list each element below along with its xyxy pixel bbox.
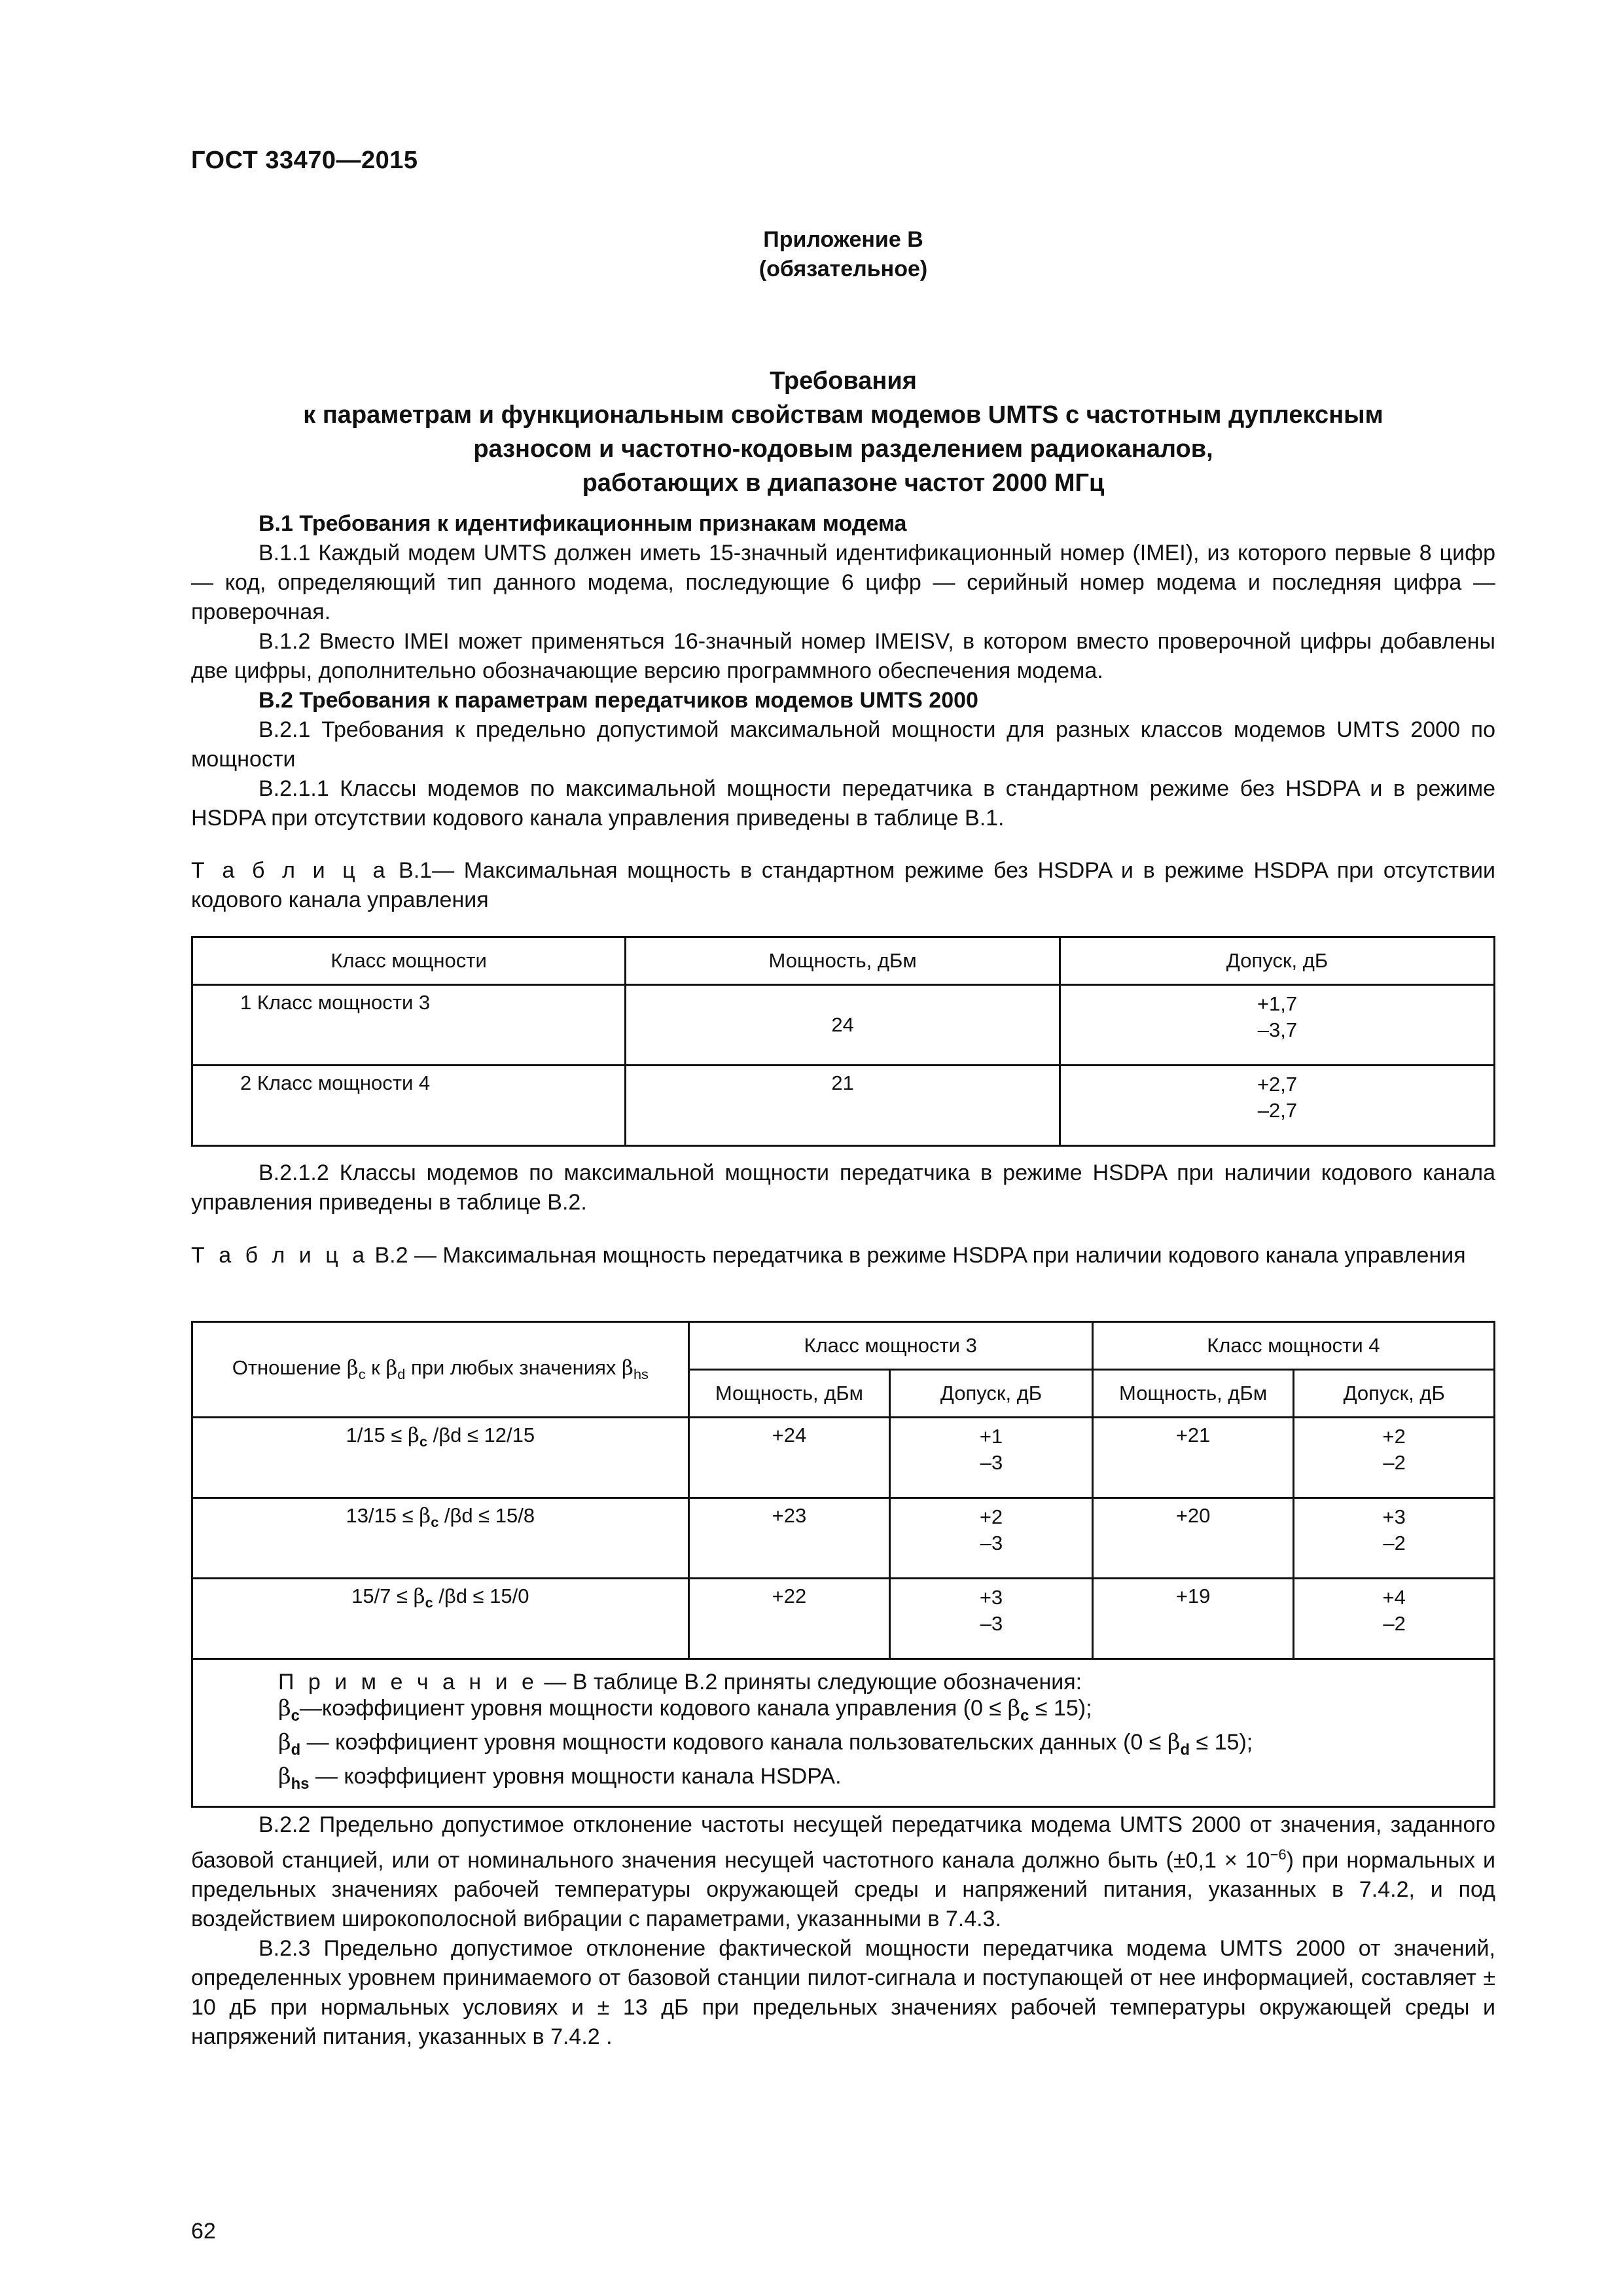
title-line-2: к параметрам и функциональным свойствам модемов UMTS с частотным дуплексным <box>303 401 1383 429</box>
table1-caption <box>191 856 1495 915</box>
table-b2-note <box>192 1659 1495 1807</box>
table-b2-tolerance-cell: +2 –3 <box>890 1498 1093 1579</box>
tolerance-values <box>1257 1071 1297 1124</box>
paragraph-b2-1: В.2.1 Требования к предельно допустимой максимальной мощности для разных классов модемов UMTS 2000 по мощности <box>191 717 1495 772</box>
table-b2-power-cell: +20 <box>1092 1498 1294 1579</box>
table-b2-power-cell: +22 <box>688 1579 890 1659</box>
tolerance-minus: –3,7 <box>1257 1018 1298 1041</box>
table-b2-header-row-1 <box>192 1322 1495 1370</box>
table-row <box>192 1498 1495 1579</box>
annex-heading <box>191 225 1495 284</box>
annex-main-title <box>191 364 1495 500</box>
table2-caption <box>191 1241 1495 1270</box>
table-b2-power-header: Мощность, дБм <box>1092 1370 1294 1418</box>
table-b2 <box>191 1321 1495 1808</box>
table-b1-header-class: Класс мощности <box>192 937 626 985</box>
table-b1-header-row <box>192 937 1495 985</box>
table-b1-tolerance-cell <box>1060 985 1495 1066</box>
table-b1-power-cell: 24 <box>626 985 1060 1066</box>
table-b1-class-cell: 1 Класс мощности 3 <box>192 985 626 1066</box>
paragraph-b2-2: В.2.2 Предельно допустимое отклонение частоты несущей передатчика модема UMTS 2000 от значения, заданного базовой станцией, или от номинального значения несущей частотного канала должно быть $(\pm 0,1 \times 10^{-6})$ при нормальных и предельных значениях рабочей температуры окружающей среды и напряжений питания, указанных в 7.4.2, и под воздействием широкополосной вибрации с параметрами, указанными в 7.4.3. <box>191 1812 1495 1932</box>
table-b2-power-header: Мощность, дБм <box>688 1370 890 1418</box>
paragraph-b1-2: В.1.2 Вместо IMEI может применяться 16-значный номер IMEISV, в котором вместо проверочной цифры добавлены две цифры, дополнительно обозначающие версию программного обеспечения модема. <box>191 629 1495 683</box>
paragraph-b2-3: В.2.3 Предельно допустимое отклонение фактической мощности передатчика модема UMTS 2000 от значений, определенных уровнем принимаемого от базовой станции пилот-сигнала и поступающей от нее информацией, составляет ± 10 дБ при нормальных условиях и ± 13 дБ при предельных значениях рабочей температуры окружающей среды и напряжений питания, указанных в 7.4.2 . <box>191 1936 1495 2050</box>
page-number: 62 <box>191 2219 216 2244</box>
table-b2-class4-header: Класс мощности 4 <box>1092 1322 1494 1370</box>
table-row <box>192 1066 1495 1146</box>
table-b2-power-cell: +23 <box>688 1498 890 1579</box>
table-b2-ratio-cell: $1/15 \le \beta_c$ /βd ≤ 12/15 <box>192 1418 689 1498</box>
table-b2-tolerance-cell: +3 –2 <box>1294 1498 1495 1579</box>
note-line-beta-hs: $\beta_{hs}$ — коэффициент уровня мощности канала HSDPA. <box>278 1763 842 1793</box>
table-b1-power-cell: 21 <box>626 1066 1060 1146</box>
tolerance-plus: +1,7 <box>1257 992 1298 1015</box>
table-b2-class3-header: Класс мощности 3 <box>688 1322 1092 1370</box>
title-line-3: разносом и частотно-кодовым разделением радиоканалов, <box>473 435 1213 463</box>
table-b2-power-cell: +19 <box>1092 1579 1294 1659</box>
table-b2-tolerance-cell: +3 –3 <box>890 1579 1093 1659</box>
table-b2-power-cell: +24 <box>688 1418 890 1498</box>
note-intro: П р и м е ч а н и е — В таблице В.2 приняты следующие обозначения: <box>278 1670 1082 1695</box>
tolerance-values <box>1257 991 1297 1043</box>
table-b2-power-cell: +21 <box>1092 1418 1294 1498</box>
note-line-beta-d: $\beta_d$ — коэффициент уровня мощности кодового канала пользовательских данных $(0 \le \beta_d \le 15)$; <box>278 1729 1253 1759</box>
table-b1-header-power: Мощность, дБм <box>626 937 1060 985</box>
section-b2-tail <box>191 1810 1495 2052</box>
table-b2-tolerance-header: Допуск, дБ <box>1294 1370 1495 1418</box>
document-id: ГОСТ 33470—2015 <box>191 147 418 174</box>
section-b1 <box>191 509 1495 833</box>
table-b2-ratio-header: Отношение $\beta_c$ к $\beta_d$ при любых значениях $\beta_{hs}$ <box>192 1322 689 1418</box>
table-row <box>192 1418 1495 1498</box>
table-b2-tolerance-cell: +2 –2 <box>1294 1418 1495 1498</box>
annex-status: (обязательное) <box>758 257 928 281</box>
title-line-4: работающих в диапазоне частот 2000 МГц <box>582 469 1105 497</box>
table-b1 <box>191 936 1495 1147</box>
table-b2-ratio-cell: $15/7 \le \beta_c$ /βd ≤ 15/0 <box>192 1579 689 1659</box>
table-row <box>192 985 1495 1066</box>
table1-label: Т а б л и ц а <box>191 858 389 883</box>
annex-title: Приложение В <box>763 227 923 252</box>
note-line-beta-c: $\beta_c—коэффициент$ уровня мощности кодового канала управления $(0 \le \beta_c \le 15)$; <box>278 1695 1092 1725</box>
tolerance-plus: +2,7 <box>1257 1073 1298 1096</box>
table-b2-tolerance-cell: +4 –2 <box>1294 1579 1495 1659</box>
table2-caption-text: В.2 — Максимальная мощность передатчика в режиме HSDPA при наличии кодового канала управления <box>374 1243 1466 1268</box>
section-b2-heading: В.2 Требования к параметрам передатчиков модемов UMTS 2000 <box>259 688 978 713</box>
table-b1-tolerance-cell <box>1060 1066 1495 1146</box>
table-b2-tolerance-cell: +1 –3 <box>890 1418 1093 1498</box>
title-line-1: Требования <box>770 367 917 395</box>
table-b2-ratio-cell: $13/15 \le \beta_c$ /βd ≤ 15/8 <box>192 1498 689 1579</box>
tolerance-minus: –2,7 <box>1257 1099 1298 1122</box>
table-b2-note-row <box>192 1659 1495 1807</box>
table-row <box>192 1579 1495 1659</box>
table-b2-tolerance-header: Допуск, дБ <box>890 1370 1093 1418</box>
table2-label: Т а б л и ц а <box>191 1243 369 1268</box>
paragraph-b1-1: В.1.1 Каждый модем UMTS должен иметь 15-значный идентификационный номер (IMEI), из которого первые 8 цифр — код, определяющий тип данного модема, последующие 6 цифр — серийный номер модема и последняя цифра — проверочная. <box>191 541 1495 624</box>
table1-caption-text: В.1— Максимальная мощность в стандартном режиме без HSDPA и в режиме HSDPA при отсутствии кодового канала управления <box>191 858 1495 912</box>
section-b1-heading: В.1 Требования к идентификационным признакам модема <box>259 511 907 536</box>
paragraph-b2-1-2: В.2.1.2 Классы модемов по максимальной мощности передатчика в режиме HSDPA при наличии кодового канала управления приведены в таблице В.2. <box>191 1160 1495 1215</box>
paragraph-b2-1-1: В.2.1.1 Классы модемов по максимальной мощности передатчика в стандартном режиме без HSDPA и в режиме HSDPA при отсутствии кодового канала управления приведены в таблице В.1. <box>191 776 1495 831</box>
table-b1-class-cell: 2 Класс мощности 4 <box>192 1066 626 1146</box>
paragraph-b2-1-2-block <box>191 1158 1495 1217</box>
table-b1-header-tolerance: Допуск, дБ <box>1060 937 1495 985</box>
